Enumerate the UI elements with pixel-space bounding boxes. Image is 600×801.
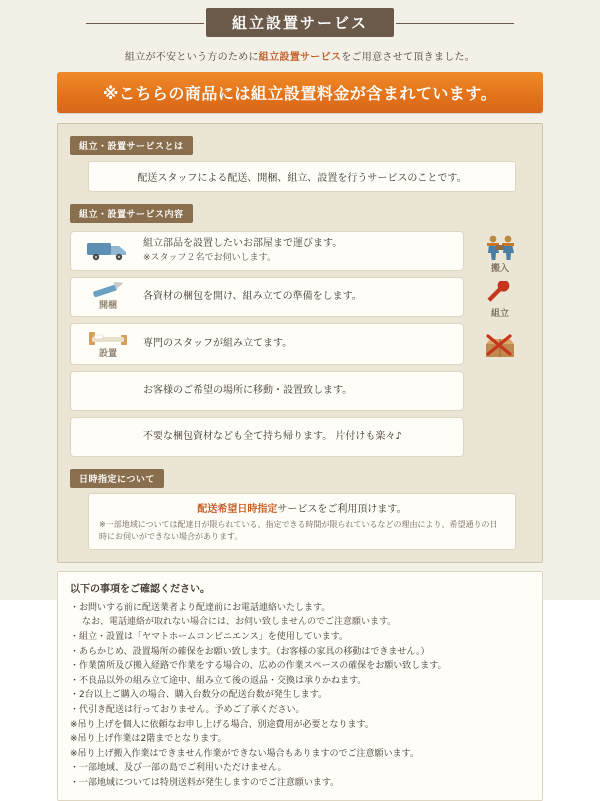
note-item: ・一部地域、及び一部の島でご利用いただけません。 bbox=[70, 763, 287, 774]
mover-people-label: 搬入 bbox=[490, 264, 509, 274]
step-text-main: 組立部品を設置したいお部屋まで運びます。 bbox=[143, 238, 343, 250]
cutter-icon bbox=[77, 282, 139, 312]
tag-date-designation: 日時指定について bbox=[70, 469, 164, 488]
date-info-box bbox=[88, 493, 516, 550]
step-text-sub: ※スタッフ２名でお伺いします。 bbox=[143, 252, 276, 263]
subtitle bbox=[0, 48, 600, 63]
step-text bbox=[139, 237, 457, 265]
wrench-label: 組立 bbox=[490, 309, 509, 319]
step-text bbox=[139, 384, 457, 399]
note-item: ・一部地域については特別送料が発生しますのでご注意願います。 bbox=[70, 777, 340, 788]
note-item: ・お問いする前に配送業者より配達前にお電話連絡いたします。 bbox=[70, 602, 331, 613]
date-info-line bbox=[99, 500, 505, 515]
date-accent: 配送希望日時指定 bbox=[197, 503, 278, 515]
tag-row-what bbox=[70, 134, 530, 155]
service-panel bbox=[57, 123, 543, 563]
truck-glyph bbox=[77, 238, 139, 262]
note-item: ※吊り上げ作業は2階までとなります。 bbox=[70, 734, 227, 745]
cutter-label: 開梱 bbox=[98, 301, 117, 312]
tag-service-content: 組立・設置サービス内容 bbox=[70, 204, 193, 223]
steps-list bbox=[70, 231, 464, 457]
date-section bbox=[70, 467, 530, 550]
step-text-main: 不要な梱包資材なども全て持ち帰ります。 片付けも楽々♪ bbox=[143, 430, 402, 442]
note-item: なお、電話連絡が取れない場合には、お伺い致しませんのでご注意願います。 bbox=[82, 617, 397, 628]
note-item: ・組立・設置は「ヤマトホームコンビニエンス」を使用しています。 bbox=[70, 632, 349, 643]
note-item: ・2台以上ご購入の場合、購入台数分の配送台数が発生します。 bbox=[70, 690, 328, 701]
step-row bbox=[70, 371, 464, 411]
bed-label: 設置 bbox=[98, 349, 117, 359]
note-item: ・あらかじめ、設置場所の確保をお願い致します。（お客様の家具の移動はできません。） bbox=[70, 646, 430, 657]
step-row bbox=[70, 277, 464, 317]
step-text-main: 専門のスタッフが組み立てます。 bbox=[143, 337, 293, 349]
note-item: ・不良品以外の組み立て途中、組み立て後の返品・交換は承りかねます。 bbox=[70, 675, 367, 686]
date-note: ※一部地域については配達日が限られている、指定できる時間が限られているなどの理由により、希望通りの日時にお伺いができない場合があります。 bbox=[99, 519, 498, 541]
mover-people-icon bbox=[470, 231, 530, 277]
what-is-service-text: 配送スタッフによる配送、開梱、組立、設置を行うサービスのことです。 bbox=[88, 161, 516, 192]
tag-what-is-service: 組立・設置サービスとは bbox=[70, 136, 193, 155]
title-section bbox=[0, 0, 600, 39]
subtitle-suffix: をご用意させて頂きました。 bbox=[341, 52, 476, 63]
bed-icon bbox=[77, 328, 139, 360]
bed-glyph bbox=[77, 328, 139, 348]
note-item: ・代引き配送は行っておりません。予めご了承ください。 bbox=[70, 704, 305, 715]
cutter-glyph bbox=[77, 282, 139, 300]
notes-list bbox=[70, 601, 530, 791]
notes-box bbox=[57, 571, 543, 801]
page-title: 組立設置サービス bbox=[206, 8, 394, 37]
wrench-icon bbox=[470, 277, 530, 323]
tag-row-content bbox=[70, 202, 530, 223]
truck-icon bbox=[77, 238, 139, 264]
note-item: ・作業箇所及び搬入経路で作業をする場合の、広めの作業スペースの確保をお願い致します。 bbox=[70, 661, 447, 672]
step-text-main: お客様のご希望の場所に移動・設置致します。 bbox=[143, 384, 353, 396]
step-text-main: 各資材の梱包を開け、組み立ての準備をします。 bbox=[143, 290, 362, 302]
step-row bbox=[70, 417, 464, 457]
note-item: ※吊り上げ搬入作業はできません作業ができない場合もありますのでご注意願います。 bbox=[70, 748, 419, 759]
step-row bbox=[70, 231, 464, 271]
step-text bbox=[139, 290, 457, 305]
note-item: ※吊り上げを個人に依頼なお申し上げる場合、別途費用が必要となります。 bbox=[70, 719, 374, 730]
date-suffix: サービスをご利用頂けます。 bbox=[277, 503, 407, 515]
included-fee-banner: ※こちらの商品には組立設置料金が含まれています。 bbox=[57, 72, 543, 113]
no-box-icon bbox=[470, 323, 530, 369]
step-row bbox=[70, 323, 464, 365]
right-icon-column bbox=[470, 231, 530, 369]
subtitle-accent: 組立設置サービス bbox=[258, 52, 342, 63]
step-text bbox=[139, 337, 457, 352]
step-text bbox=[139, 430, 457, 445]
steps-section bbox=[70, 231, 530, 457]
notes-heading: 以下の事項をご確認ください。 bbox=[70, 583, 210, 595]
subtitle-prefix: 組立が不安という方のために bbox=[124, 52, 259, 63]
